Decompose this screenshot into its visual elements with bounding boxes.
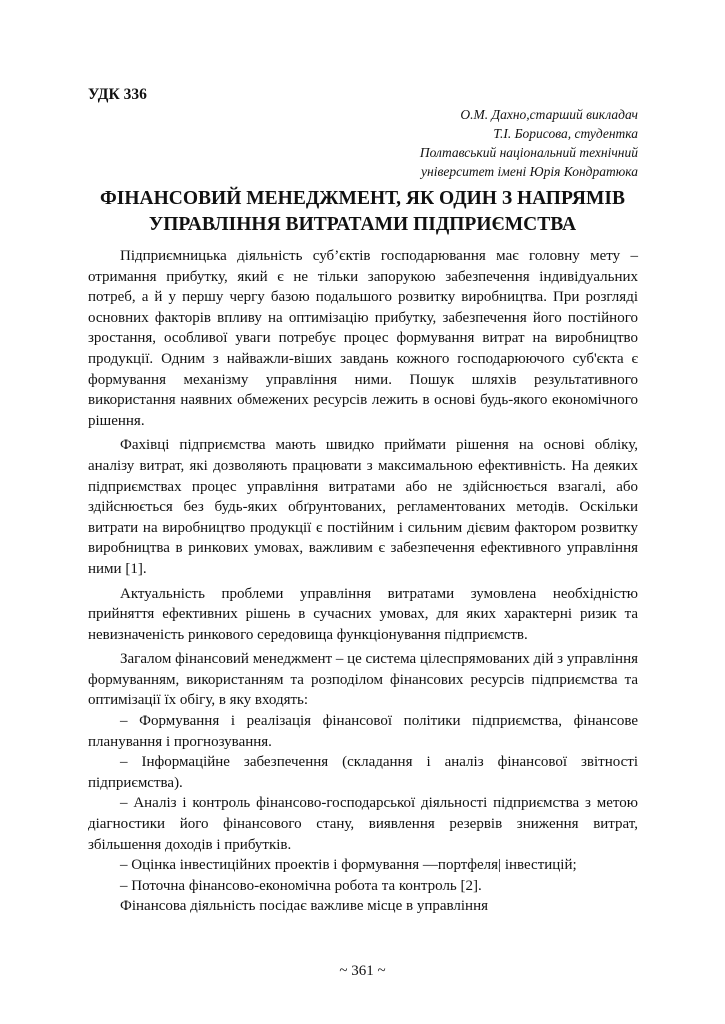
udk-code: УДК 336 <box>88 86 147 103</box>
paragraph: Підприємницька діяльність суб’єктів господарювання має головну мету – отримання прибутку, який є не тільки запорукою забезпечення індивідуальних потреб, а й у першу чергу базою подальшого розвитку виробництва. При розгляді основних факторів впливу на оптимізацію прибутку, забезпечення його постійного зростання, особливої уваги потребує процес формування витрат на виробництво продукції. Одним з найважли-віших завдань кожного господарюючого суб'єкта є формування механізму управління ними. Пошук шляхів результативного використання наявних обмежених ресурсів лежить в основі будь-якого економічного рішення. <box>88 248 638 429</box>
paragraph: Актуальність проблеми управління витратами зумовлена необхідністю прийняття ефективних рішень в сучасних умовах, для яких характерні ризик та невизначеність ринкового середовища функціонування підприємств. <box>88 585 638 643</box>
list-item: – Інформаційне забезпечення (складання і аналіз фінансової звітності підприємства). <box>88 754 638 791</box>
affiliation-line: Полтавський національний технічний <box>419 145 638 160</box>
title-line: ФІНАНСОВИЙ МЕНЕДЖМЕНТ, ЯК ОДИН З НАПРЯМІВ <box>100 188 625 209</box>
list-item: – Оцінка інвестиційних проектів і формування —портфеля| інвестицій; <box>120 857 577 874</box>
paragraph: Фахівці підприємства мають швидко приймати рішення на основі обліку, аналізу витрат, які дозволяють працювати з максимальною ефективність. На деяких підприємствах процес управління витратами або не здійснюється взагалі, або здійснюється без будь-яких обґрунтованих, регламентованих методів. Оскільки витрати на виробництво продукції є постійним і сильним дієвим фактором розвитку виробництва в ринкових умовах, важливим є забезпечення ефективного управління ними [1]. <box>88 437 638 577</box>
paragraph: Загалом фінансовий менеджмент – це система цілеспрямованих дій з управління формуванням, використанням та розподілом фінансових ресурсів підприємства та оптимізації їх обігу, в яку входять: <box>88 651 638 709</box>
article-title <box>60 186 665 238</box>
author-block <box>420 105 638 181</box>
title-line: УПРАВЛІННЯ ВИТРАТАМИ ПІДПРИЄМСТВА <box>148 214 577 235</box>
author-line: Т.І. Борисова, студентка <box>493 126 638 141</box>
list-item: – Аналіз і контроль фінансово-господарської діяльності підприємства з метою діагностики його фінансового стану, виявлення резервів зниження витрат, збільшення доходів і прибутків. <box>88 795 638 853</box>
list-item: – Поточна фінансово-економічна робота та контроль [2]. <box>120 877 482 894</box>
affiliation-line: університет імені Юрія Кондратюка <box>421 164 638 179</box>
author-line: О.М. Дахно,старший викладач <box>460 107 638 122</box>
list-item: – Формування і реалізація фінансової політики підприємства, фінансове планування і прогнозування. <box>88 713 638 750</box>
page-number: ~ 361 ~ <box>339 963 386 979</box>
article-body <box>88 246 638 917</box>
paragraph: Фінансова діяльність посідає важливе місце в управління <box>120 898 488 915</box>
